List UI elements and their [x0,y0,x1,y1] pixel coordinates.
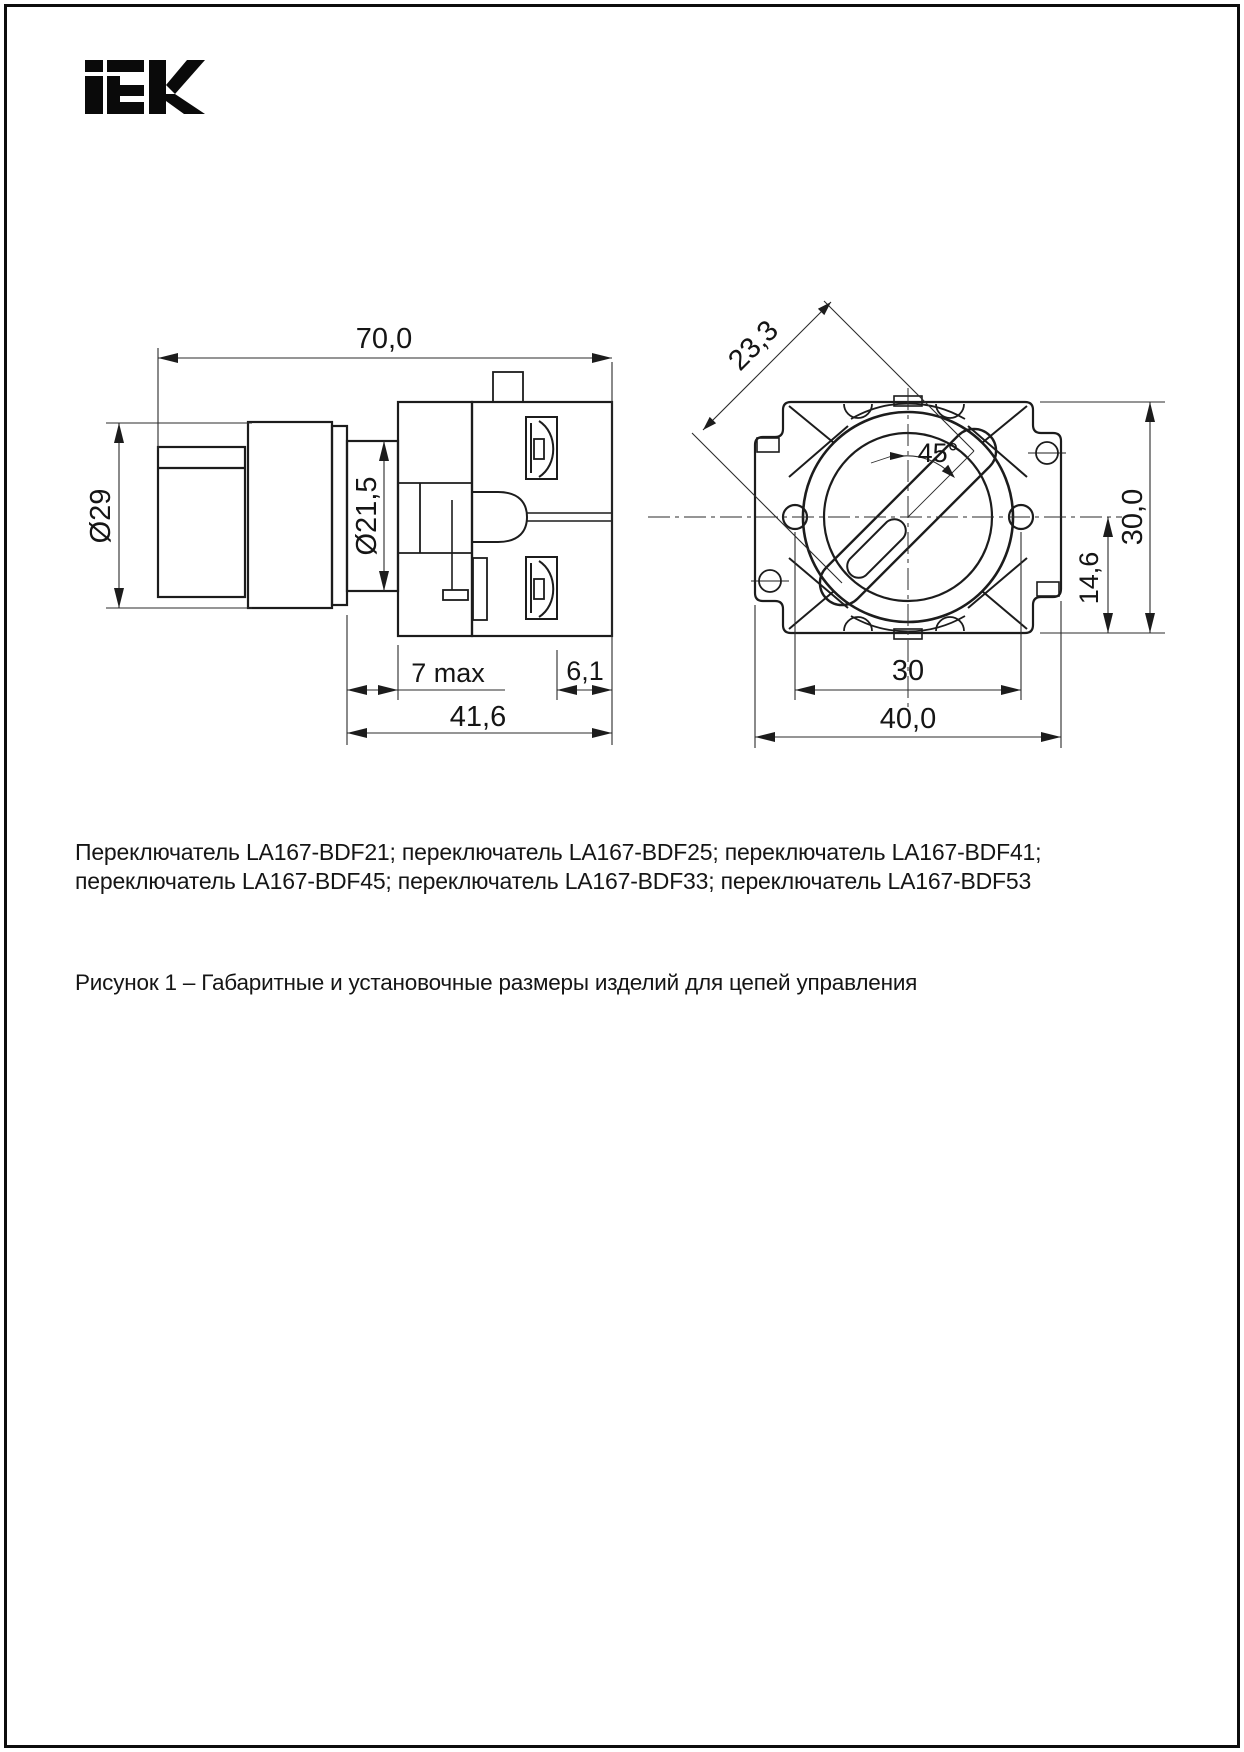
dim-hole-spacing: 30 [891,655,925,687]
dim-overall-height: 30,0 [1117,488,1149,546]
dim-terminal-depth: 6,1 [566,656,604,686]
product-list-line1: Переключатель LA167-BDF21; переключатель LA167-BDF25; переключатель LA167-BDF41; [75,839,1042,865]
figure-caption: Рисунок 1 – Габаритные и установочные размеры изделий для цепей управления [75,970,918,995]
front-view-dimensions [692,301,1165,748]
bezel-profile [248,422,332,608]
dim-behind-panel-length: 41,6 [449,701,507,733]
dim-overall-length: 70,0 [355,323,413,355]
terminal-screw-top [526,417,557,479]
dim-center-to-bottom: 14,6 [1074,551,1104,605]
collar-profile [332,426,347,605]
iek-logo-icon [85,60,205,114]
dim-handle-length: 23,3 [722,314,785,377]
product-list-line2: переключатель LA167-BDF45; переключатель LA167-BDF33; переключатель LA167-BDF53 [75,868,1032,894]
terminal-screw-bottom [526,557,557,619]
side-view-drawing [158,372,612,636]
dim-bushing-diameter: Ø21,5 [351,476,383,556]
body-profile [398,402,472,636]
dim-rotation-angle: 45° [917,438,959,468]
contact-block [472,402,612,636]
dim-actuator-diameter: Ø29 [85,488,117,544]
front-view-arrowheads [703,302,1155,742]
product-list [75,838,1155,896]
handle-grip-slot [847,519,906,578]
dim-panel-thickness: 7 max [411,658,485,688]
dim-overall-width: 40,0 [879,703,937,735]
knob-profile [158,447,245,597]
